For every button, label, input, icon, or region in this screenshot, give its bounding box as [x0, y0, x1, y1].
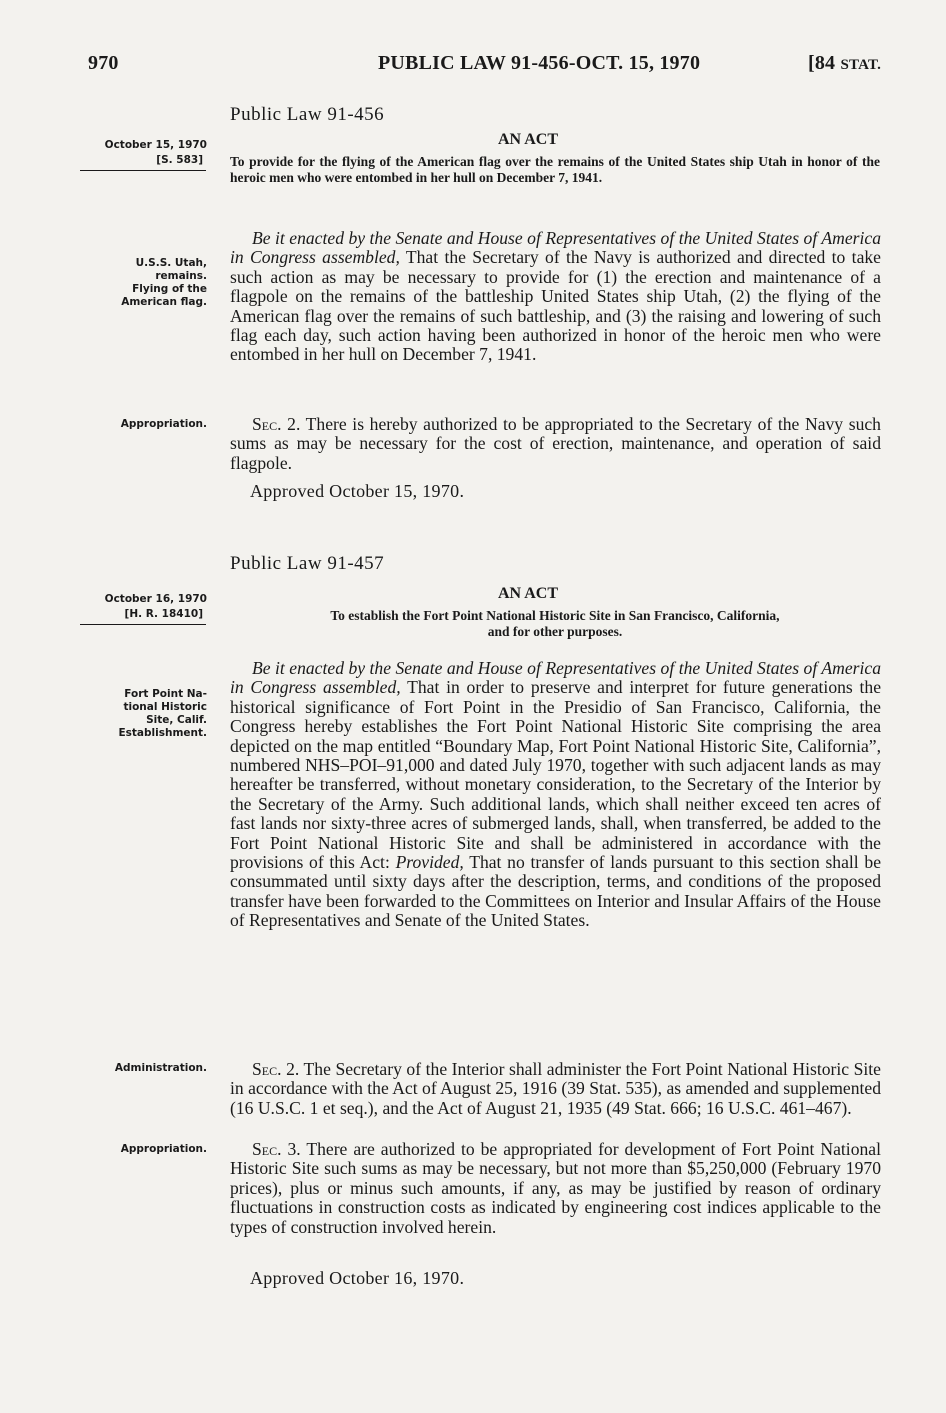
- law2-title: Public Law 91-457: [230, 553, 385, 574]
- law2-section2: [230, 1060, 881, 1118]
- law1-purpose: To provide for the flying of the American flag over the remains of the United States ship Utah in honor of the heroic men who were entombed in her hull on December 7, 1941.: [230, 154, 880, 185]
- margin-line: Establishment.: [118, 727, 207, 739]
- law2-section3: [230, 1140, 881, 1237]
- purpose-line: and for other purposes.: [487, 624, 623, 639]
- section-text: That in order to preserve and interpret for future generations the historical significance of Fort Point in the Presidio of San Francisco, California, the Congress hereby establishes the Fort Point National Historic Site comprising the area depicted on the map entitled “Boundary Map, Fort Point National Historic Site, California”, numbered NHS–POI–91,000 and dated July 1970, together with such adjacent lands as may hereafter be transferred, without monetary consideration, to the Secretary of the Interior by the Secretary of the Army. Such additional lands, which shall neither exceed ten acres of fast lands nor sixty-three acres of submerged lands, shall, when transferred, be added to the Fort Point National Historic Site and shall be administered in accordance with the provisions of this Act:: [230, 677, 882, 873]
- margin-line: American flag.: [121, 296, 207, 308]
- margin-line: tional Historic: [123, 701, 207, 713]
- volume-reference: [808, 52, 881, 75]
- law1-margin-date: October 15, 1970: [104, 139, 207, 151]
- volume-stat: STAT.: [840, 57, 882, 73]
- law2-margin-subject: [72, 688, 207, 740]
- law1-margin-subject: [72, 257, 207, 309]
- law1-section1: [230, 229, 881, 365]
- section-text: There is hereby authorized to be appropriated to the Secretary of the Navy such sums as may be necessary for the cost of erection, maintenance, and operation of said flagpole.: [230, 414, 881, 473]
- enacting-clause: Be it enacted by the Senate and House of Representatives of the United States of America in Congress assembled,: [230, 658, 881, 698]
- law1-margin-bill: [S. 583]: [156, 154, 203, 166]
- law2-heading-text: AN ACT: [497, 585, 558, 602]
- margin-line: Flying of the: [132, 283, 207, 295]
- page-number: 970: [88, 52, 119, 74]
- law2-section1: [230, 659, 881, 931]
- margin-line: Fort Point Na-: [124, 688, 207, 700]
- law1-margin-appropriation: Appropriation.: [120, 418, 207, 430]
- law2-margin-administration: Administration.: [114, 1062, 207, 1074]
- law2-margin-bill: [H. R. 18410]: [124, 608, 203, 620]
- proviso: Provided,: [395, 852, 464, 873]
- section-text: That the Secretary of the Navy is authorized and directed to take such action as may be necessary to provide for (1) the erection and maintenance of a flagpole on the remains of the battleship United States ship Utah, (2) the flying of the American flag over the remains of such battleship, and (3) the raising and lowering of such flag each day, such action having been authorized in honor of the heroic men who were entombed in her hull on December 7, 1941.: [230, 247, 881, 365]
- law1-section2: [230, 415, 881, 473]
- section-label: Sec. 2.: [252, 414, 301, 434]
- running-title: PUBLIC LAW 91-456-OCT. 15, 1970: [378, 52, 701, 74]
- law2-margin-rule: [80, 624, 206, 625]
- margin-line: U.S.S. Utah,: [135, 257, 207, 269]
- law1-approved: Approved October 15, 1970.: [250, 481, 465, 501]
- margin-line: remains.: [155, 270, 207, 282]
- section-label: Sec. 2.: [252, 1059, 300, 1079]
- section-text: The Secretary of the Interior shall administer the Fort Point National Historic Site in accordance with the Act of August 25, 1916 (39 Stat. 535), as amended and supplemented (16 U.S.C. 1 et seq.), and the Act of August 21, 1935 (49 Stat. 666; 16 U.S.C. 461–467).: [230, 1059, 881, 1118]
- law1-heading-text: AN ACT: [497, 131, 558, 148]
- section-text: There are authorized to be appropriated for development of Fort Point National Historic Site such sums as may be necessary, but not more than $5,250,000 (February 1970 prices), plus or minus such amounts, if any, as may be justified by reason of ordinary fluctuations in construction costs as indicated by engineering cost indices applicable to the types of construction involved herein.: [230, 1139, 881, 1237]
- enacting-clause: Be it enacted by the Senate and House of Representatives of the United States of America in Congress assembled,: [230, 228, 881, 268]
- purpose-line: To establish the Fort Point National Historic Site in San Francisco, California,: [330, 608, 780, 623]
- law1-margin-rule: [80, 170, 206, 171]
- margin-line: Site, Calif.: [146, 714, 207, 726]
- law2-purpose: [230, 608, 880, 640]
- law2-approved: Approved October 16, 1970.: [250, 1268, 465, 1288]
- volume-prefix: [84: [808, 52, 841, 74]
- section-text: That no transfer of lands pursuant to this section shall be consummated until sixty days after the description, terms, and conditions of the proposed transfer have been forwarded to the Committees on Interior and Insular Affairs of the House of Representatives and Senate of the United States.: [230, 852, 881, 931]
- law2-margin-appropriation: Appropriation.: [120, 1143, 207, 1155]
- law1-title: Public Law 91-456: [230, 104, 385, 125]
- law2-margin-date: October 16, 1970: [104, 593, 207, 605]
- section-label: Sec. 3.: [252, 1139, 301, 1159]
